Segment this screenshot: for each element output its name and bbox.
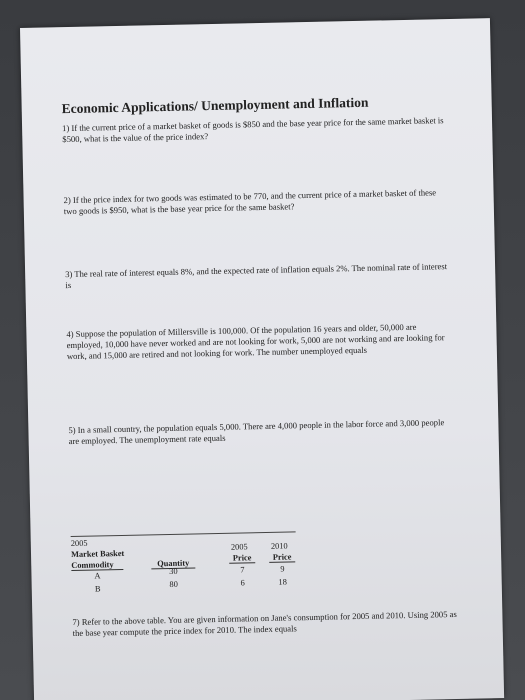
page-title: Economic Applications/ Unemployment and Inflation bbox=[61, 94, 369, 117]
table-header-price-2005: Price bbox=[229, 553, 255, 564]
table-market-basket-label: Market Basket bbox=[70, 548, 125, 560]
table-year-label: 2005 bbox=[70, 538, 88, 549]
question-7: 7) Refer to the above table. You are given information on Jane's consumption for 2005 and 2010. Using 2005 as the base year compute the price index for 2010. The index equals bbox=[72, 608, 457, 639]
table-header-2010-year: 2010 bbox=[270, 541, 288, 551]
table-row-a-price-2010: 9 bbox=[280, 564, 285, 574]
consumption-table bbox=[70, 531, 296, 594]
table-row-b-commodity: B bbox=[94, 584, 101, 594]
table-row-a-commodity: A bbox=[94, 571, 101, 581]
table-header-2005-year: 2005 bbox=[230, 542, 248, 552]
table-row-a-price-2005: 7 bbox=[240, 565, 245, 575]
worksheet-page bbox=[20, 18, 504, 700]
table-row-b-quantity: 80 bbox=[169, 579, 178, 589]
question-3: 3) The real rate of interest equals 8%, and the expected rate of inflation equals 2%. The nominal rate of interest is bbox=[65, 261, 448, 291]
table-row-b-price-2010: 18 bbox=[278, 577, 287, 587]
question-4: 4) Suppose the population of Millersville is 100,000. Of the population 16 years and older, 50,000 are employed, 10,000 have never worked and are not looking for work, 5,000 are not working and are looking for work, and 15,000 are retired and not looking for work. The number unemployed equals bbox=[66, 321, 445, 362]
question-2: 2) If the price index for two goods was estimated to be 770, and the current price of a market basket of these two goods is $950, what is the base year price for the same basket? bbox=[63, 187, 437, 217]
table-top-rule bbox=[71, 531, 296, 537]
table-header-price-2010: Price bbox=[269, 552, 295, 563]
table-header-quantity: Quantity bbox=[151, 558, 195, 569]
table-header-commodity: Commodity bbox=[71, 560, 123, 571]
table-row-b-price-2005: 6 bbox=[240, 578, 245, 588]
question-5: 5) In a small country, the population equals 5,000. There are 4,000 people in the labor force and 3,000 people are employed. The unemployment rate equals bbox=[68, 417, 445, 447]
table-row-a-quantity: 30 bbox=[169, 566, 178, 576]
question-1: 1) If the current price of a market basket of goods is $850 and the base year price for the same market basket is $500, what is the value of the price index? bbox=[62, 115, 444, 145]
